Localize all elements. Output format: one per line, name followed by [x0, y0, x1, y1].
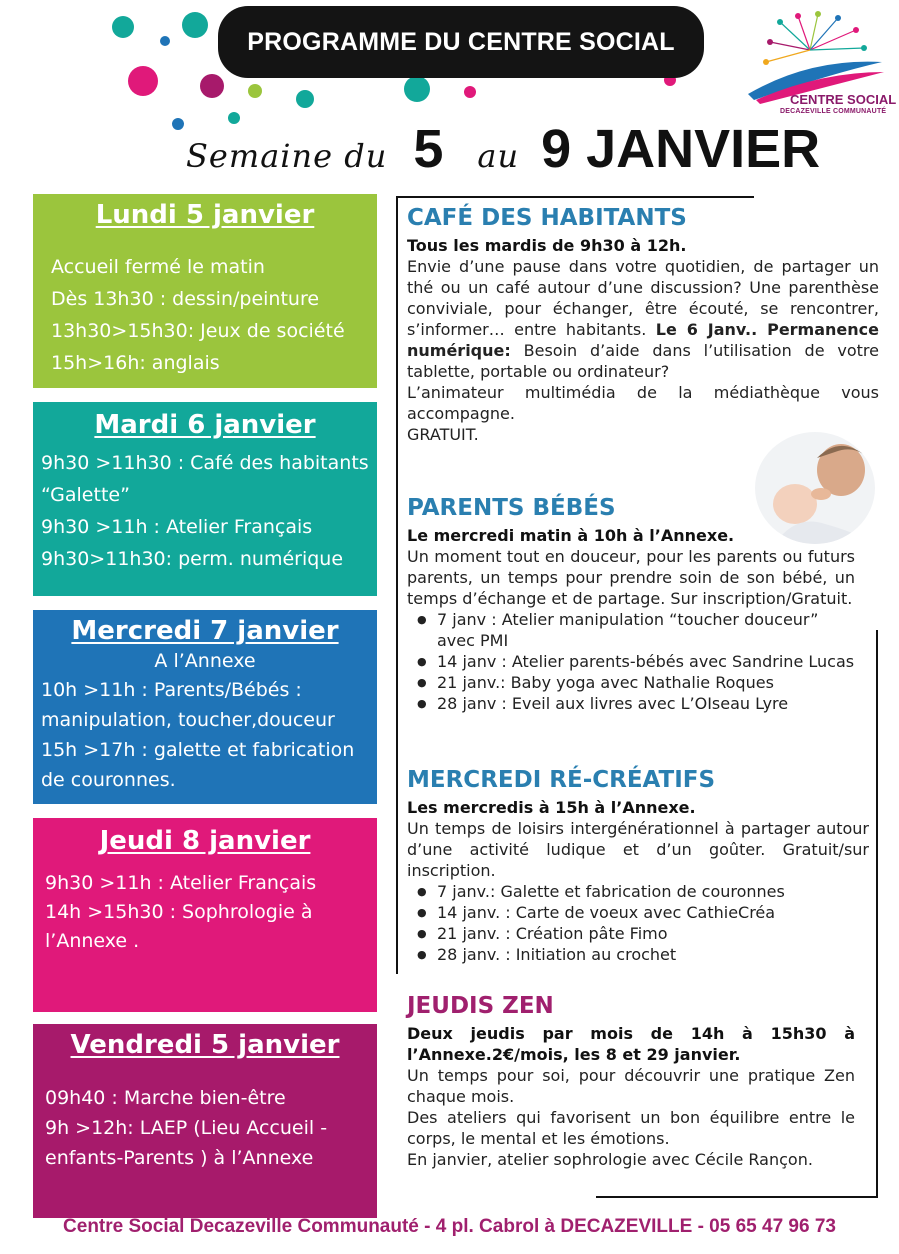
frame-line-bottom [596, 1196, 878, 1198]
list-item: ● 14 janv. : Carte de voeux avec CathieCréa [413, 902, 869, 923]
decor-dot [160, 36, 170, 46]
section-text: Un temps pour soi, pour découvrir une pratique Zen chaque mois. [407, 1066, 855, 1107]
section-text: Un moment tout en douceur, pour les parents ou futurs parents, un temps pour prendre soin de son bébé, un temps d’échange et de partage. Sur inscription/Gratuit. [407, 547, 855, 609]
decor-dot [112, 16, 134, 38]
section-title: JEUDIS ZEN [407, 993, 554, 1019]
schedule-line: 15h>16h: anglais [51, 352, 220, 375]
section-cafe [407, 206, 879, 445]
list-item: ● 28 janv. : Initiation au crochet [413, 944, 869, 965]
day-location: A l’Annexe [154, 650, 256, 673]
section-title: MERCREDI RÉ-CRÉATIFS [407, 767, 716, 793]
footer-address: Centre Social Decazeville Communauté - 4 pl. Cabrol à DECAZEVILLE - 05 65 47 96 73 [63, 1216, 836, 1237]
schedule-line: Dès 13h30 : dessin/peinture [51, 288, 320, 311]
schedule-line: 13h30>15h30: Jeux de société [51, 320, 345, 343]
day-box-thursday [33, 818, 377, 1012]
frame-line-left [396, 196, 398, 974]
schedule-line: “Galette” [41, 484, 130, 507]
section-subtitle: Les mercredis à 15h à l’Annexe. [407, 798, 696, 818]
schedule-line: l’Annexe . [45, 930, 140, 953]
list-item: ● 21 janv.: Baby yoga avec Nathalie Roques [413, 672, 855, 693]
day-schedule [45, 1083, 377, 1173]
list-item: ● 7 janv.: Galette et fabrication de couronnes [413, 881, 869, 902]
section-text: Un temps de loisirs intergénérationnel à partager autour d’une activité ludique et d’un goûter. Gratuit/sur inscription. [407, 819, 869, 881]
section-body [407, 256, 879, 382]
section-text: L’animateur multimédia de la médiathèque vous accompagne. [407, 383, 879, 424]
list-item: ● 28 janv : Eveil aux livres avec L’OIseau Lyre [413, 693, 855, 714]
day-title: Lundi 5 janvier [95, 200, 315, 230]
schedule-line: 14h >15h30 : Sophrologie à [45, 901, 313, 924]
week-start: 5 [413, 119, 444, 179]
decor-dot [296, 90, 314, 108]
schedule-line: 09h40 : Marche bien-être [45, 1087, 286, 1110]
section-subtitle: Deux jeudis par mois de 14h à 15h30 à l’Annexe.2€/mois, les 8 et 29 janvier. [407, 1024, 855, 1065]
decor-dot [248, 84, 262, 98]
decor-dot [172, 118, 184, 130]
section-list [413, 609, 855, 714]
section-text: En janvier, atelier sophrologie avec Cécile Rançon. [407, 1150, 813, 1170]
schedule-line: enfants-Parents ) à l’Annexe [45, 1147, 314, 1170]
week-heading [186, 118, 820, 188]
day-schedule [45, 869, 377, 956]
section-parents [407, 496, 855, 714]
schedule-line: manipulation, toucher,douceur [41, 709, 335, 732]
list-item: ● 21 janv. : Création pâte Fimo [413, 923, 869, 944]
day-schedule [51, 251, 377, 379]
week-prefix: Semaine du [186, 137, 388, 175]
section-title: CAFÉ DES HABITANTS [407, 205, 687, 231]
list-item: ● 7 janv : Atelier manipulation “toucher douceur” avec PMI [413, 609, 855, 651]
list-item: ● 14 janv : Atelier parents-bébés avec Sandrine Lucas [413, 651, 855, 672]
day-box-wednesday [33, 610, 377, 804]
program-banner [218, 6, 704, 78]
schedule-line: 10h >11h : Parents/Bébés : [41, 679, 302, 702]
section-list [413, 881, 869, 965]
day-box-monday [33, 194, 377, 388]
week-mid: au [477, 137, 520, 175]
frame-line-right [876, 630, 878, 1198]
frame-line-top [396, 196, 754, 198]
logo-subtitle: DECAZEVILLE COMMUNAUTÉ [780, 108, 887, 115]
section-subtitle: Le mercredi matin à 10h à l’Annexe. [407, 526, 735, 546]
day-title: Mercredi 7 janvier [71, 616, 339, 646]
schedule-line: 9h30>11h30: perm. numérique [41, 548, 344, 571]
day-schedule [41, 447, 377, 575]
schedule-line: 15h >17h : galette et fabrication [41, 739, 355, 762]
schedule-line: 9h30 >11h : Atelier Français [45, 872, 317, 895]
schedule-line: 9h30 >11h : Atelier Français [41, 516, 313, 539]
section-mercredi [407, 768, 869, 965]
section-subtitle: Tous les mardis de 9h30 à 12h. [407, 236, 687, 256]
schedule-line: 9h >12h: LAEP (Lieu Accueil - [45, 1117, 328, 1140]
week-end: 9 JANVIER [541, 119, 821, 179]
schedule-line: de couronnes. [41, 769, 176, 792]
section-text: GRATUIT. [407, 425, 479, 445]
decor-dot [200, 74, 224, 98]
schedule-line: 9h30 >11h30 : Café des habitants [41, 452, 369, 475]
section-text: Des ateliers qui favorisent un bon équilibre entre le corps, le mental et les émotions. [407, 1108, 855, 1149]
section-text: Envie d’une pause dans votre quotidien, de partager un thé ou un café autour d’une discussion? Une parenthèse conviviale, pour échanger, être écouté, se rencontrer, s’informer… entre habitants. [407, 257, 879, 340]
logo-title: CENTRE SOCIAL [790, 92, 897, 107]
day-box-tuesday [33, 402, 377, 596]
decor-dot [128, 66, 158, 96]
section-highlight: Le 6 Janv.. Permanence numérique: [407, 320, 879, 361]
banner-title: PROGRAMME DU CENTRE SOCIAL [247, 27, 675, 56]
day-box-friday [33, 1024, 377, 1218]
section-text: Besoin d’aide dans l’utilisation de votre tablette, portable ou ordinateur? [407, 341, 880, 382]
section-jeudis [407, 994, 855, 1170]
day-title: Jeudi 8 janvier [99, 826, 311, 856]
decor-dot [404, 76, 430, 102]
decor-dot [182, 12, 208, 38]
day-title: Vendredi 5 janvier [70, 1030, 340, 1060]
decor-dot [464, 86, 476, 98]
schedule-line: Accueil fermé le matin [51, 256, 265, 279]
day-schedule [41, 675, 377, 795]
section-title: PARENTS BÉBÉS [407, 495, 616, 521]
day-title: Mardi 6 janvier [94, 410, 316, 440]
